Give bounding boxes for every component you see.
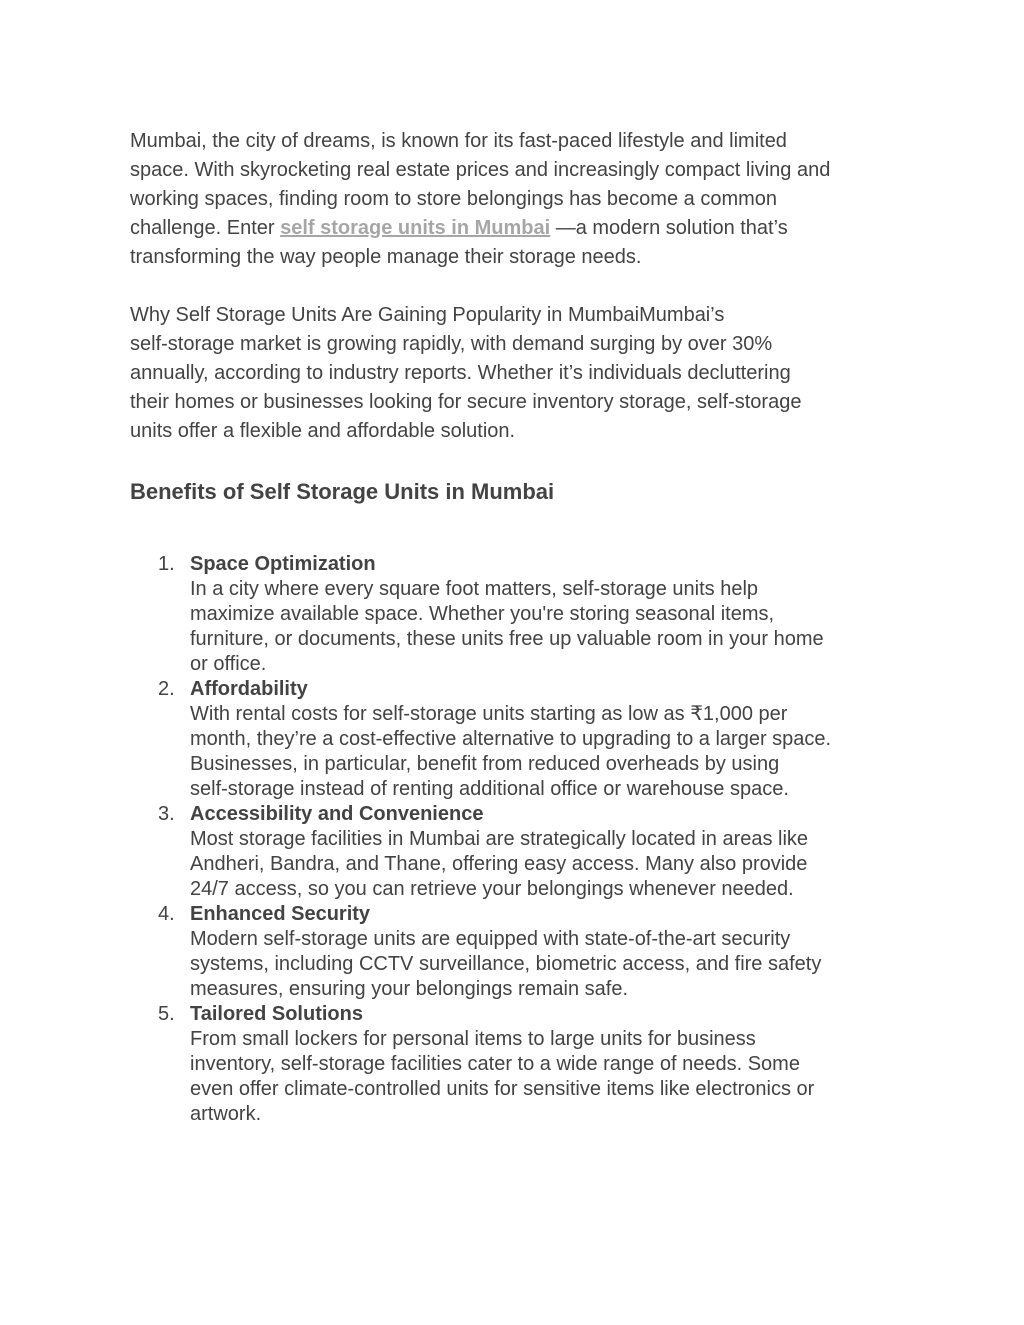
benefit-text: With rental costs for self-storage units starting as low as ₹1,000 per — [190, 703, 788, 725]
benefit-title: Tailored Solutions — [190, 1003, 363, 1025]
benefit-text: even offer climate-controlled units for sensitive items like electronics or — [190, 1078, 815, 1100]
section-heading: Benefits of Self Storage Units in Mumbai — [130, 479, 555, 504]
benefit-text: inventory, self-storage facilities cater to a wide range of needs. Some — [190, 1053, 800, 1075]
list-item — [130, 1002, 831, 1127]
why-line: their homes or businesses looking for secure inventory storage, self-storage — [130, 391, 802, 413]
list-item — [130, 802, 831, 902]
list-number: 2. — [158, 678, 175, 700]
benefit-text: maximize available space. Whether you're storing seasonal items, — [190, 603, 775, 625]
benefit-title: Enhanced Security — [190, 903, 371, 925]
benefit-text: Modern self-storage units are equipped with state-of-the-art security — [190, 928, 791, 950]
intro-text: —a modern solution that’s — [550, 217, 788, 239]
benefit-text: measures, ensuring your belongings remain safe. — [190, 978, 629, 1000]
list-number: 5. — [158, 1003, 175, 1025]
benefit-text: From small lockers for personal items to large units for business — [190, 1028, 756, 1050]
list-item — [130, 902, 831, 1002]
why-paragraph — [130, 301, 920, 446]
benefit-text: artwork. — [190, 1103, 262, 1125]
benefit-text: furniture, or documents, these units free up valuable room in your home — [190, 628, 824, 650]
benefit-text: systems, including CCTV surveillance, biometric access, and fire safety — [190, 953, 822, 975]
benefit-text: Andheri, Bandra, and Thane, offering easy access. Many also provide — [190, 853, 808, 875]
intro-line: Mumbai, the city of dreams, is known for its fast-paced lifestyle and limited — [130, 130, 787, 152]
why-line: units offer a flexible and affordable solution. — [130, 420, 516, 442]
list-number: 4. — [158, 903, 175, 925]
why-line: self-storage market is growing rapidly, with demand surging by over 30% — [130, 333, 773, 355]
list-item — [130, 677, 831, 802]
intro-line-with-link — [130, 214, 920, 243]
document-page — [130, 127, 920, 1125]
intro-paragraph — [130, 127, 920, 272]
benefits-list — [130, 552, 831, 1127]
why-line: annually, according to industry reports. Whether it’s individuals decluttering — [130, 362, 791, 384]
benefit-text: month, they’re a cost-effective alternative to upgrading to a larger space. — [190, 728, 832, 750]
benefit-text: 24/7 access, so you can retrieve your belongings whenever needed. — [190, 878, 794, 900]
intro-line: space. With skyrocketing real estate prices and increasingly compact living and — [130, 159, 831, 181]
benefit-text: or office. — [190, 653, 267, 675]
benefit-title: Space Optimization — [190, 553, 376, 575]
list-item — [130, 552, 831, 677]
benefit-text: Businesses, in particular, benefit from reduced overheads by using — [190, 753, 780, 775]
list-number: 3. — [158, 803, 175, 825]
why-line: Why Self Storage Units Are Gaining Popularity in MumbaiMumbai’s — [130, 304, 725, 326]
benefit-text: In a city where every square foot matters, self-storage units help — [190, 578, 759, 600]
intro-line: transforming the way people manage their storage needs. — [130, 246, 642, 268]
benefit-title: Accessibility and Convenience — [190, 803, 484, 825]
benefit-text: Most storage facilities in Mumbai are strategically located in areas like — [190, 828, 809, 850]
benefit-text: self-storage instead of renting additional office or warehouse space. — [190, 778, 789, 800]
benefit-title: Affordability — [190, 678, 308, 700]
intro-text: challenge. Enter — [130, 217, 281, 239]
intro-line: working spaces, finding room to store belongings has become a common — [130, 188, 778, 210]
self-storage-link[interactable]: self storage units in Mumbai — [280, 217, 551, 239]
list-number: 1. — [158, 553, 175, 575]
